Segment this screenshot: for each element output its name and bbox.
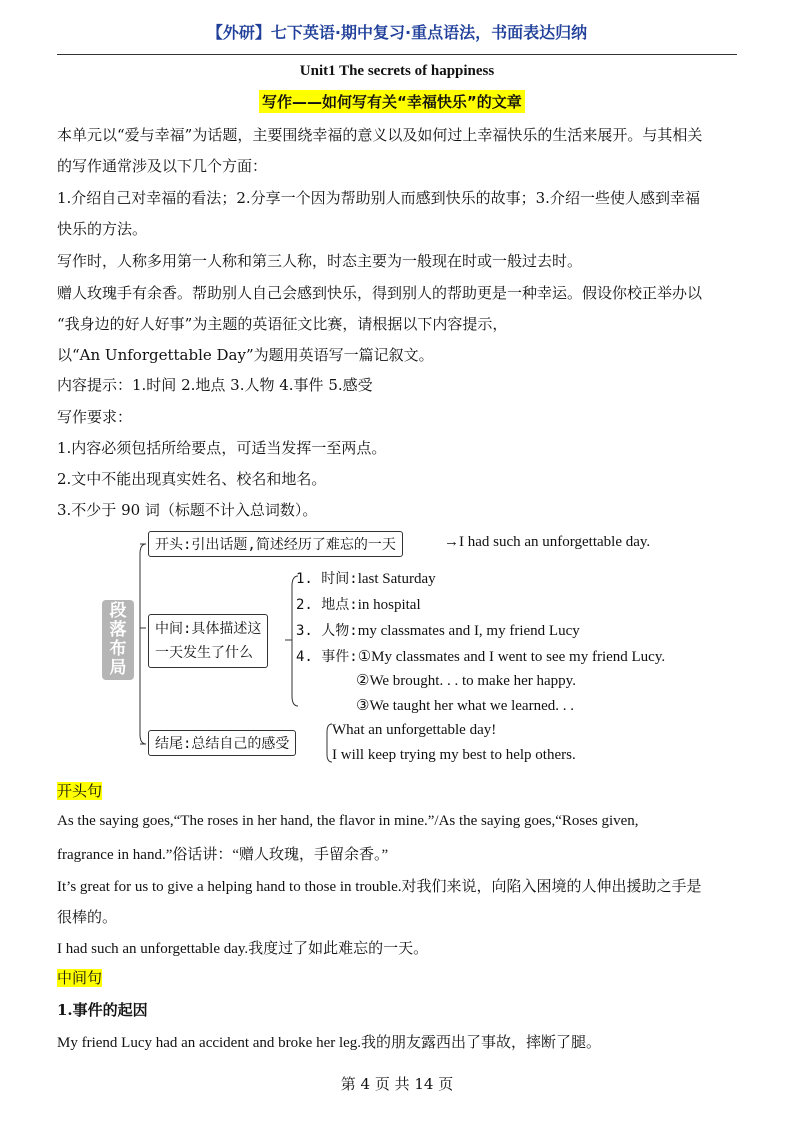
ending-box: 结尾:总结自己的感受 <box>148 730 296 756</box>
item-text: my classmates and I, my friend Lucy <box>357 623 580 639</box>
paragraph-layout-diagram <box>100 528 740 773</box>
middle-box-line: 一天发生了什么 <box>155 645 253 661</box>
header-divider <box>57 54 737 55</box>
opening-sentence: 很棒的。 <box>57 908 118 926</box>
ending-example: I will keep trying my best to help others. <box>332 747 576 763</box>
item-text: in hospital <box>357 597 421 613</box>
middle-item-people <box>296 620 580 640</box>
requirement-item: 3.不少于 90 词（标题不计入总词数）。 <box>57 501 318 519</box>
requirement-item: 1.内容必须包括所给要点，可适当发挥一至两点。 <box>57 439 387 457</box>
requirement-item: 2.文中不能出现真实姓名、校名和地名。 <box>57 470 327 488</box>
intro-line: 1.介绍自己对幸福的看法；2.分享一个因为帮助别人而感到快乐的故事；3.介绍一些使人感到幸福 <box>57 189 700 207</box>
middle-box <box>148 614 268 668</box>
middle-item-time <box>296 568 436 588</box>
item-label: 4. 事件: <box>296 649 358 665</box>
page-footer: 第 4 页 共 14 页 <box>340 1075 454 1093</box>
side-label-char: 落 <box>109 620 127 640</box>
side-label-char: 段 <box>109 601 127 621</box>
item-label: 2. 地点: <box>296 597 358 613</box>
event-step: ②We brought. . . to make her happy. <box>356 673 576 689</box>
ending-example: What an unforgettable day! <box>332 722 497 738</box>
opening-sentence: It’s great for us to give a helping hand to those in trouble.对我们来说，向陷入困境的人伸出援助之手是 <box>57 879 702 895</box>
paragraph-layout-label <box>102 600 134 680</box>
intro-line: 的写作通常涉及以下几个方面： <box>57 157 268 175</box>
item-text: last Saturday <box>357 571 436 587</box>
middle-heading: 中间句 <box>57 969 103 987</box>
opening-example: →I had such an unforgettable day. <box>444 534 651 550</box>
opening-heading: 开头句 <box>57 782 103 800</box>
middle-box-line: 中间:具体描述这 <box>155 621 262 637</box>
item-label: 1. 时间: <box>296 571 358 587</box>
unit-title: Unit1 The secrets of happiness <box>299 63 495 79</box>
cause-sentence: My friend Lucy had an accident and broke her leg.我的朋友露西出了事故，摔断了腿。 <box>57 1035 602 1051</box>
opening-sentence: As the saying goes,“The roses in her hand, the flavor in mine.”/As the saying goes,“Roses given, <box>57 813 639 829</box>
intro-line: 本单元以“爱与幸福”为话题，主要围绕幸福的意义以及如何过上幸福快乐的生活来展开。与其相关 <box>57 126 703 144</box>
intro-line: 以“An Unforgettable Day”为题用英语写一篇记叙文。 <box>57 346 434 364</box>
intro-line: 赠人玫瑰手有余香。帮助别人自己会感到快乐，得到别人的帮助更是一种幸运。假设你校正举办以 <box>57 284 703 302</box>
side-label-char: 布 <box>109 639 127 659</box>
document-header: 【外研】七下英语·期中复习·重点语法，书面表达归纳 <box>206 23 588 42</box>
intro-line: “我身边的好人好事”为主题的英语征文比赛，请根据以下内容提示， <box>57 315 508 333</box>
item-text: ①My classmates and I went to see my friend Lucy. <box>357 649 666 665</box>
item-label: 3. 人物: <box>296 623 358 639</box>
opening-sentence: fragrance in hand.”俗话讲：“赠人玫瑰，手留余香。” <box>57 847 389 863</box>
content-hints: 内容提示：1.时间 2.地点 3.人物 4.事件 5.感受 <box>57 376 373 394</box>
side-label-char: 局 <box>109 658 127 678</box>
intro-line: 快乐的方法。 <box>57 220 148 238</box>
intro-line: 写作时，人称多用第一人称和第三人称，时态主要为一般现在时或一般过去时。 <box>57 252 583 270</box>
middle-item-event <box>296 646 665 666</box>
middle-item-place <box>296 594 421 614</box>
section-title: 写作——如何写有关“幸福快乐”的文章 <box>259 90 525 113</box>
event-step: ③We taught her what we learned. . . <box>356 698 574 714</box>
requirements-heading: 写作要求： <box>57 408 133 426</box>
cause-heading: 1.事件的起因 <box>57 1001 148 1019</box>
opening-sentence: I had such an unforgettable day.我度过了如此难忘的一天。 <box>57 941 429 957</box>
opening-box: 开头:引出话题,简述经历了难忘的一天 <box>148 531 403 557</box>
